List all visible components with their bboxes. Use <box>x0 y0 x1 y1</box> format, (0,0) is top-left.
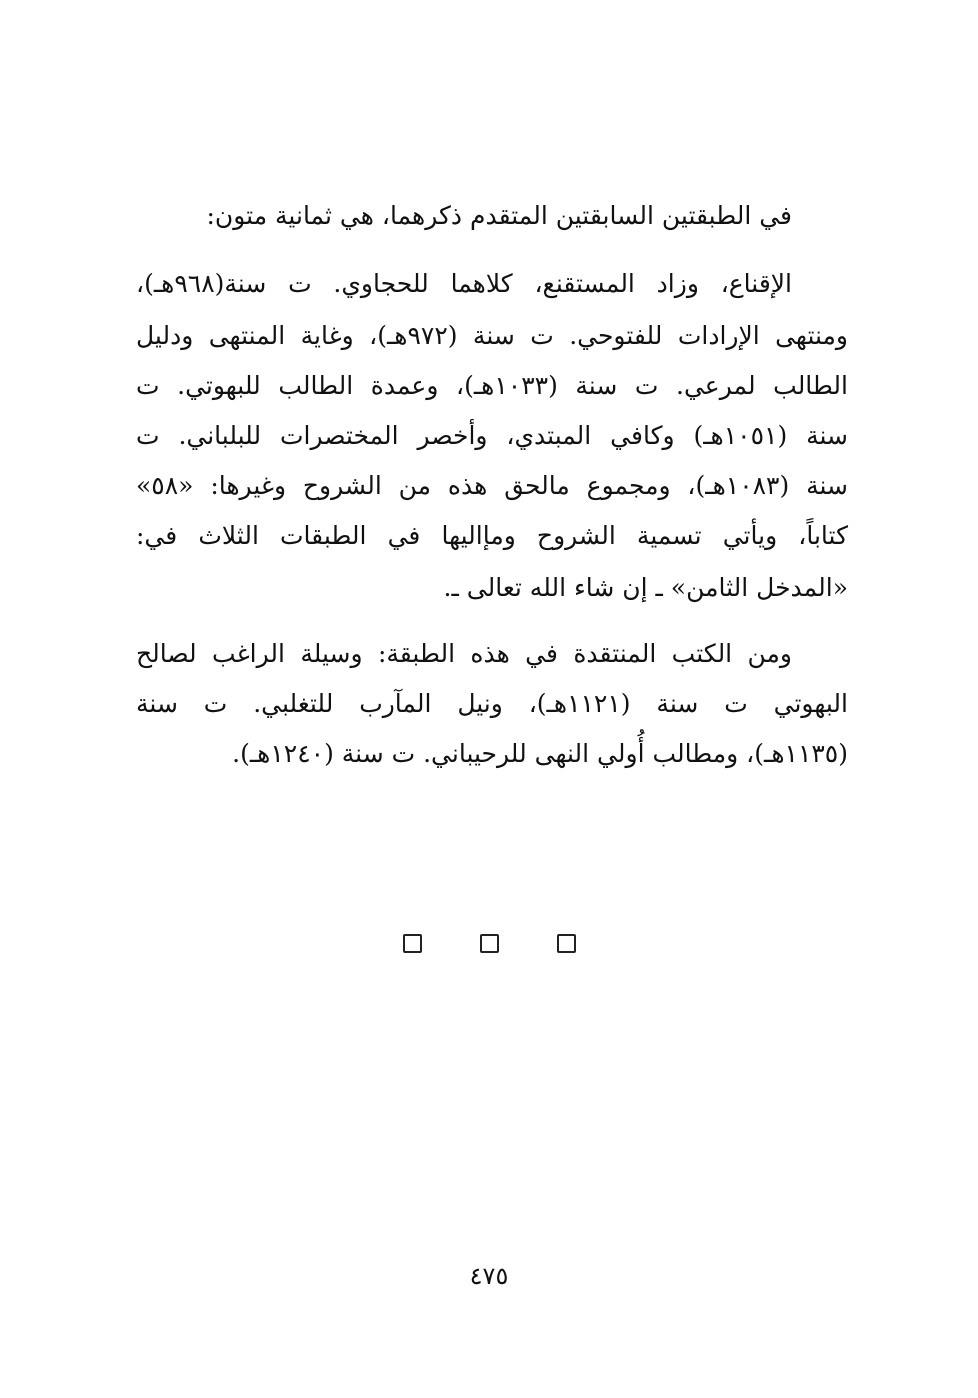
paragraph-2-line-1: الإقناع، وزاد المستقنع، كلاهما للحجاوي. ت سنة(٩٦٨هـ)، <box>136 269 792 298</box>
paragraph-2-line-3: الطالب لمرعي. ت سنة (١٠٣٣هـ)، وعمدة الطالب للبهوتي. ت <box>136 371 848 400</box>
page-number: ٤٧٥ <box>469 1262 509 1290</box>
paragraph-3-line-1: ومن الكتب المنتقدة في هذه الطبقة: وسيلة الراغب لصالح <box>136 639 792 668</box>
paragraph-2-line-2: ومنتهى الإرادات للفتوحي. ت سنة (٩٧٢هـ)، وغاية المنتهى ودليل <box>136 321 849 350</box>
paragraph-2-line-7: «المدخل الثامن» ـ إن شاء الله تعالى ـ. <box>443 573 848 602</box>
paragraph-3-line-3: (١١٣٥هـ)، ومطالب أُولي النهى للرحيباني. ت سنة (١٢٤٠هـ). <box>232 739 848 768</box>
ornament-square-icon <box>403 934 422 953</box>
paragraph-1-line-1: في الطبقتين السابقتين المتقدم ذكرهما، هي ثمانية متون: <box>206 201 792 230</box>
paragraph-2-line-6: كتاباً، ويأتي تسمية الشروح ومإاليها في الطبقات الثلاث في: <box>136 521 848 550</box>
ornament-square-icon <box>480 934 499 953</box>
section-end-ornaments <box>0 934 978 956</box>
ornament-square-icon <box>557 934 576 953</box>
paragraph-2-line-4: سنة (١٠٥١هـ) وكافي المبتدي، وأخصر المختصرات للبلباني. ت <box>136 421 848 450</box>
paragraph-3-line-2: البهوتي ت سنة (١١٢١هـ)، ونيل المآرب للتغلبي. ت سنة <box>136 689 848 718</box>
paragraph-2-line-5: سنة (١٠٨٣هـ)، ومجموع مالحق هذه من الشروح وغيرها: «٥٨» <box>136 471 848 500</box>
text-block <box>136 0 848 800</box>
